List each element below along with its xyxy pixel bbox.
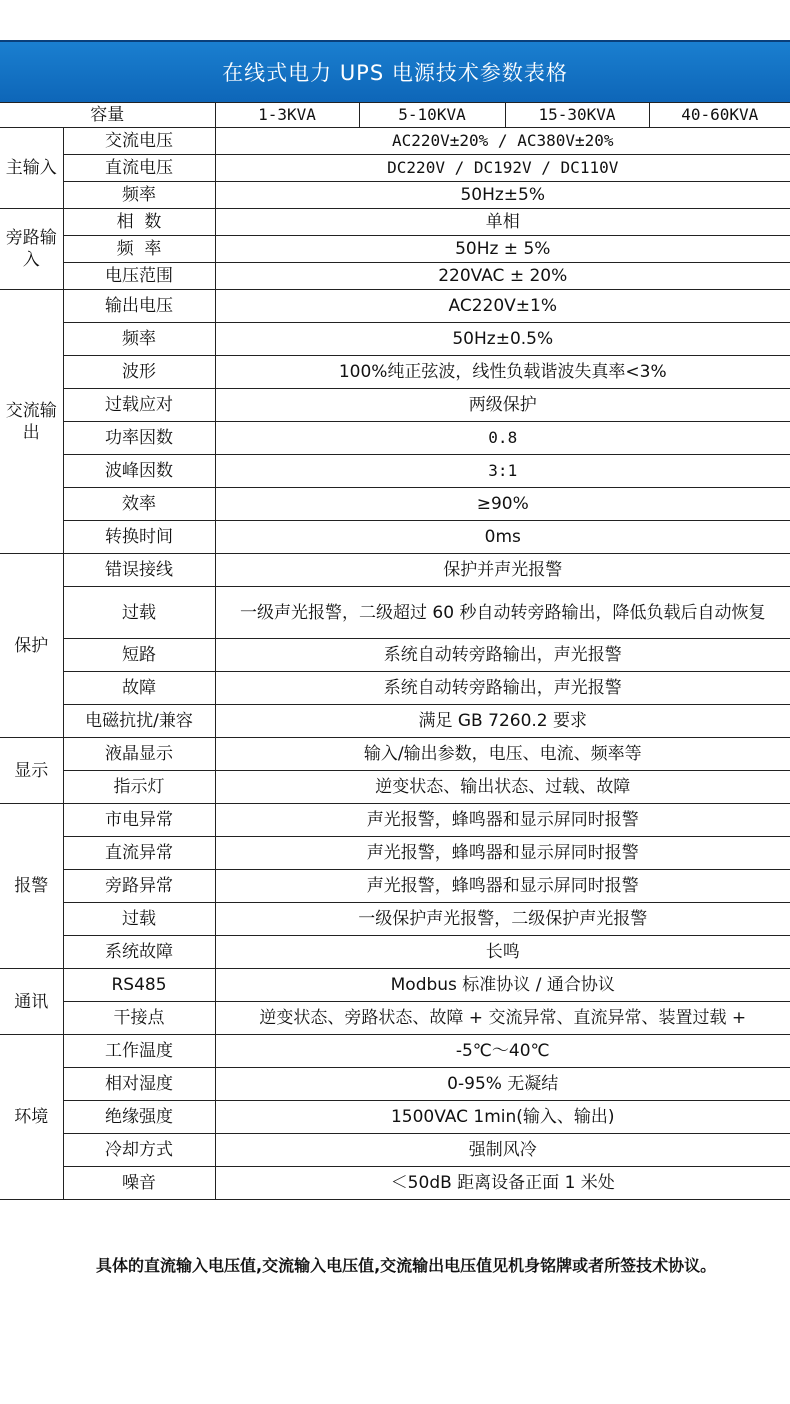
row-value: 50Hz±5% — [215, 182, 790, 209]
row-label: RS485 — [63, 969, 215, 1002]
model-5-10kva: 5-10KVA — [359, 103, 505, 128]
row-label: 输出电压 — [63, 290, 215, 323]
row-label: 系统故障 — [63, 936, 215, 969]
row-value: ≥90% — [215, 488, 790, 521]
group-environment: 环境 — [0, 1035, 63, 1200]
row-value: 声光报警，蜂鸣器和显示屏同时报警 — [215, 804, 790, 837]
table-row — [0, 639, 790, 672]
group-bypass-input: 旁路输入 — [0, 209, 63, 290]
table-row — [0, 236, 790, 263]
row-label: 转换时间 — [63, 521, 215, 554]
row-label: 功率因数 — [63, 422, 215, 455]
row-value: 声光报警，蜂鸣器和显示屏同时报警 — [215, 870, 790, 903]
group-comm: 通讯 — [0, 969, 63, 1035]
row-value: DC220V / DC192V / DC110V — [215, 155, 790, 182]
row-value: 系统自动转旁路输出，声光报警 — [215, 672, 790, 705]
spec-table — [0, 102, 790, 1200]
row-value: 满足 GB 7260.2 要求 — [215, 705, 790, 738]
group-ac-output: 交流输出 — [0, 290, 63, 554]
table-row — [0, 488, 790, 521]
row-value: 长鸣 — [215, 936, 790, 969]
row-label: 绝缘强度 — [63, 1101, 215, 1134]
table-row — [0, 389, 790, 422]
row-value: 0.8 — [215, 422, 790, 455]
row-value: 逆变状态、旁路状态、故障 + 交流异常、直流异常、装置过载 + — [215, 1002, 790, 1035]
row-label: 效率 — [63, 488, 215, 521]
table-row — [0, 209, 790, 236]
row-value: 声光报警，蜂鸣器和显示屏同时报警 — [215, 837, 790, 870]
row-label: 波峰因数 — [63, 455, 215, 488]
table-row — [0, 837, 790, 870]
row-label: 故障 — [63, 672, 215, 705]
row-label: 相 数 — [63, 209, 215, 236]
row-label: 市电异常 — [63, 804, 215, 837]
row-label: 干接点 — [63, 1002, 215, 1035]
table-row — [0, 1101, 790, 1134]
row-value: 3:1 — [215, 455, 790, 488]
row-label: 噪音 — [63, 1167, 215, 1200]
row-label: 波形 — [63, 356, 215, 389]
row-value: ＜50dB 距离设备正面 1 米处 — [215, 1167, 790, 1200]
table-row — [0, 903, 790, 936]
table-row — [0, 422, 790, 455]
row-label: 电磁抗扰/兼容 — [63, 705, 215, 738]
row-value: 100%纯正弦波，线性负载谐波失真率<3% — [215, 356, 790, 389]
row-value: 强制风冷 — [215, 1134, 790, 1167]
page-title: 在线式电力 UPS 电源技术参数表格 — [0, 42, 790, 102]
table-row — [0, 554, 790, 587]
table-row — [0, 1134, 790, 1167]
row-value: 50Hz ± 5% — [215, 236, 790, 263]
table-row — [0, 705, 790, 738]
row-label: 频率 — [63, 323, 215, 356]
table-row — [0, 870, 790, 903]
row-value: AC220V±20% / AC380V±20% — [215, 128, 790, 155]
row-value: 系统自动转旁路输出，声光报警 — [215, 639, 790, 672]
row-value: -5℃～40℃ — [215, 1035, 790, 1068]
row-value: 输入/输出参数，电压、电流、频率等 — [215, 738, 790, 771]
group-display: 显示 — [0, 738, 63, 804]
row-label: 过载 — [63, 903, 215, 936]
row-value: 一级保护声光报警，二级保护声光报警 — [215, 903, 790, 936]
row-label: 直流电压 — [63, 155, 215, 182]
row-value: Modbus 标准协议 / 通合协议 — [215, 969, 790, 1002]
table-row — [0, 969, 790, 1002]
table-row — [0, 155, 790, 182]
row-label: 交流电压 — [63, 128, 215, 155]
row-label: 频 率 — [63, 236, 215, 263]
row-label: 直流异常 — [63, 837, 215, 870]
table-row — [0, 936, 790, 969]
row-label: 过载 — [63, 587, 215, 639]
table-row — [0, 1002, 790, 1035]
table-row — [0, 455, 790, 488]
row-label: 工作温度 — [63, 1035, 215, 1068]
table-row — [0, 182, 790, 209]
capacity-label: 容量 — [0, 103, 215, 128]
row-label: 液晶显示 — [63, 738, 215, 771]
table-row — [0, 290, 790, 323]
row-value: 1500VAC 1min(输入、输出) — [215, 1101, 790, 1134]
row-label: 相对湿度 — [63, 1068, 215, 1101]
group-alarm: 报警 — [0, 804, 63, 969]
row-value: 两级保护 — [215, 389, 790, 422]
table-row — [0, 128, 790, 155]
row-label: 旁路异常 — [63, 870, 215, 903]
row-label: 错误接线 — [63, 554, 215, 587]
row-label: 过载应对 — [63, 389, 215, 422]
row-label: 电压范围 — [63, 263, 215, 290]
row-value: 逆变状态、输出状态、过载、故障 — [215, 771, 790, 804]
row-label: 指示灯 — [63, 771, 215, 804]
table-row — [0, 587, 790, 639]
table-row — [0, 1068, 790, 1101]
header-row — [0, 103, 790, 128]
row-value: 一级声光报警，二级超过 60 秒自动转旁路输出，降低负载后自动恢复 — [215, 587, 790, 639]
model-15-30kva: 15-30KVA — [505, 103, 649, 128]
table-row — [0, 771, 790, 804]
group-main-input: 主输入 — [0, 128, 63, 209]
row-value: 50Hz±0.5% — [215, 323, 790, 356]
row-value: 0-95% 无凝结 — [215, 1068, 790, 1101]
table-row — [0, 672, 790, 705]
group-protection: 保护 — [0, 554, 63, 738]
row-label: 频率 — [63, 182, 215, 209]
row-value: 保护并声光报警 — [215, 554, 790, 587]
footnote: 具体的直流输入电压值,交流输入电压值,交流输出电压值见机身铭牌或者所签技术协议。 — [96, 1256, 717, 1275]
table-row — [0, 1035, 790, 1068]
row-value: 单相 — [215, 209, 790, 236]
row-label: 短路 — [63, 639, 215, 672]
row-value: 0ms — [215, 521, 790, 554]
model-1-3kva: 1-3KVA — [215, 103, 359, 128]
table-row — [0, 1167, 790, 1200]
row-label: 冷却方式 — [63, 1134, 215, 1167]
table-row — [0, 804, 790, 837]
table-row — [0, 356, 790, 389]
table-row — [0, 263, 790, 290]
model-40-60kva: 40-60KVA — [649, 103, 790, 128]
row-value: AC220V±1% — [215, 290, 790, 323]
table-row — [0, 521, 790, 554]
row-value: 220VAC ± 20% — [215, 263, 790, 290]
table-row — [0, 323, 790, 356]
table-row — [0, 738, 790, 771]
